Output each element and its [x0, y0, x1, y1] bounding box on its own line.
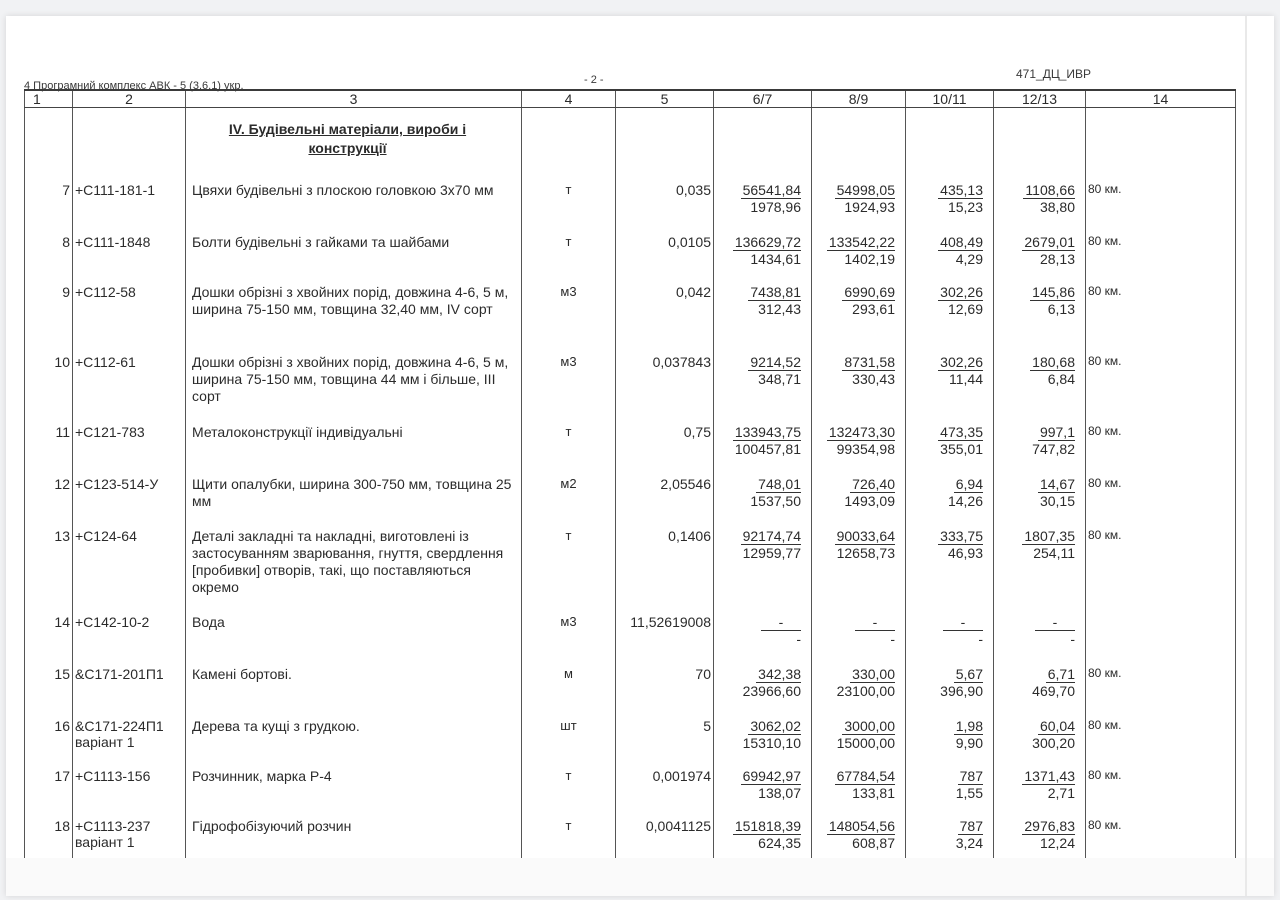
quantity: 0,75 [616, 416, 714, 468]
unit: м3 [522, 276, 616, 346]
value-bottom: 254,11 [1033, 545, 1075, 561]
value-bottom: 100457,81 [734, 441, 801, 457]
price-c1011 [906, 468, 994, 520]
code-text: &С171-201П1 [75, 666, 164, 682]
value-top: 302,26 [940, 284, 983, 300]
value-bottom: 348,71 [758, 371, 801, 387]
transport-distance: 80 км. [1086, 346, 1236, 416]
resource-code [73, 226, 186, 276]
resource-code [73, 658, 186, 710]
price-c67 [714, 226, 812, 276]
value-top: 9214,52 [750, 354, 801, 370]
price-c89 [812, 658, 906, 710]
price-c1213 [994, 760, 1086, 810]
value-bottom: 46,93 [947, 545, 983, 561]
value-bottom: - [890, 631, 895, 647]
quantity: 70 [616, 658, 714, 710]
value-bottom: 1402,19 [844, 251, 895, 267]
price-c89 [812, 606, 906, 658]
value-bottom: 99354,98 [836, 441, 895, 457]
row-number: 10 [25, 346, 73, 416]
page-edge [1245, 16, 1247, 896]
resource-name: Щити опалубки, ширина 300-750 мм, товщина 25 мм [186, 468, 522, 520]
transport-distance: 80 км. [1086, 810, 1236, 860]
price-c1213 [994, 468, 1086, 520]
value-bottom: 1,55 [955, 785, 983, 801]
unit: м3 [522, 346, 616, 416]
value-top: 2679,01 [1024, 234, 1075, 250]
value-top: 180,68 [1032, 354, 1075, 370]
code-text: +С111-1848 [75, 234, 151, 250]
transport-distance: 80 км. [1086, 658, 1236, 710]
value-top: 342,38 [758, 666, 801, 682]
value-top: 333,75 [940, 528, 983, 544]
code-text: +С112-61 [75, 354, 136, 370]
value-top: - [855, 614, 895, 631]
page-bottom-margin [6, 858, 1274, 896]
resource-code [73, 174, 186, 226]
value-bottom: 28,13 [1039, 251, 1075, 267]
row-number: 12 [25, 468, 73, 520]
price-c89 [812, 710, 906, 760]
value-bottom: 1434,61 [750, 251, 801, 267]
transport-distance: 80 км. [1086, 760, 1236, 810]
value-top: 330,00 [852, 666, 895, 682]
value-bottom: 23100,00 [836, 683, 895, 699]
resource-name: Деталі закладні та накладні, виготовлені із застосуванням зварювання, гнуття, свердлення [пробивки] отворів, такі, що поставляються окремо [186, 520, 522, 606]
resource-code [73, 606, 186, 658]
value-top: 1807,35 [1024, 528, 1075, 544]
value-top: 67784,54 [836, 768, 895, 784]
value-bottom: 6,84 [1047, 371, 1075, 387]
value-bottom: 3,24 [955, 835, 983, 851]
value-top: 6,94 [955, 476, 983, 492]
value-top: 14,67 [1039, 476, 1075, 492]
row-number: 18 [25, 810, 73, 860]
table-row [25, 606, 1236, 658]
resource-code [73, 760, 186, 810]
price-c1011 [906, 606, 994, 658]
price-c1011 [906, 658, 994, 710]
value-bottom: 12,69 [947, 301, 983, 317]
code-variant: варіант 1 [75, 734, 135, 750]
value-bottom: 1924,93 [844, 199, 895, 215]
price-c67 [714, 710, 812, 760]
row-number: 9 [25, 276, 73, 346]
col-num-1: 1 [25, 90, 73, 108]
value-bottom: 312,43 [758, 301, 801, 317]
row-number: 17 [25, 760, 73, 810]
transport-distance: 80 км. [1086, 520, 1236, 606]
resource-code [73, 276, 186, 346]
value-bottom: 30,15 [1039, 493, 1075, 509]
unit: т [522, 520, 616, 606]
column-number-row [25, 90, 1236, 108]
value-bottom: 355,01 [940, 441, 983, 457]
code-text: &С171-224П1 [75, 718, 164, 734]
value-bottom: 12959,77 [742, 545, 801, 561]
transport-distance: 80 км. [1086, 468, 1236, 520]
table-row [25, 760, 1236, 810]
table-row [25, 520, 1236, 606]
col-num-10-11: 10/11 [906, 90, 994, 108]
resource-name: Камені бортові. [186, 658, 522, 710]
resource-name: Вода [186, 606, 522, 658]
value-bottom: - [978, 631, 983, 647]
value-top: 151818,39 [734, 818, 801, 834]
value-bottom: 38,80 [1039, 199, 1075, 215]
price-c1011 [906, 346, 994, 416]
value-top: 7438,81 [750, 284, 801, 300]
table-row [25, 710, 1236, 760]
program-header: 4 Програмний комплекс АВК - 5 (3.6.1) укр. [24, 80, 244, 92]
quantity: 2,05546 [616, 468, 714, 520]
price-c67 [714, 658, 812, 710]
price-c67 [714, 174, 812, 226]
value-bottom: 138,07 [758, 785, 801, 801]
price-c89 [812, 226, 906, 276]
resource-name: Дошки обрізні з хвойних порід, довжина 4-6, 5 м, ширина 75-150 мм, товщина 32,40 мм, IV сорт [186, 276, 522, 346]
col-num-12-13: 12/13 [994, 90, 1086, 108]
value-bottom: 1978,96 [750, 199, 801, 215]
resource-name: Болти будівельні з гайками та шайбами [186, 226, 522, 276]
price-c1213 [994, 276, 1086, 346]
value-top: 132473,30 [828, 424, 895, 440]
price-c67 [714, 810, 812, 860]
value-top: 473,35 [940, 424, 983, 440]
price-c1011 [906, 810, 994, 860]
price-c1011 [906, 416, 994, 468]
row-number: 11 [25, 416, 73, 468]
value-bottom: - [796, 631, 801, 647]
unit: шт [522, 710, 616, 760]
value-bottom: 15,23 [947, 199, 983, 215]
quantity: 0,035 [616, 174, 714, 226]
value-bottom: 1537,50 [750, 493, 801, 509]
row-number: 13 [25, 520, 73, 606]
table-row [25, 810, 1236, 860]
code-text: +С124-64 [75, 528, 137, 544]
value-bottom: 133,81 [852, 785, 895, 801]
value-top: 1371,43 [1024, 768, 1075, 784]
value-top: 997,1 [1039, 424, 1075, 440]
table-row [25, 468, 1236, 520]
code-text: +С121-783 [75, 424, 145, 440]
transport-distance [1086, 606, 1236, 658]
value-bottom: 9,90 [955, 735, 983, 751]
quantity: 0,0041125 [616, 810, 714, 860]
resource-name: Металоконструкції індивідуальні [186, 416, 522, 468]
value-top: 69942,97 [742, 768, 801, 784]
price-c1213 [994, 658, 1086, 710]
quantity: 0,001974 [616, 760, 714, 810]
resource-code [73, 468, 186, 520]
table-row [25, 658, 1236, 710]
row-number: 7 [25, 174, 73, 226]
quantity: 0,042 [616, 276, 714, 346]
resource-name: Цвяхи будівельні з плоскою головкою 3х70 мм [186, 174, 522, 226]
code-variant: варіант 1 [75, 834, 135, 850]
value-bottom: 747,82 [1032, 441, 1075, 457]
table-row [25, 276, 1236, 346]
quantity: 0,0105 [616, 226, 714, 276]
price-c1011 [906, 174, 994, 226]
unit: т [522, 760, 616, 810]
value-top: 3062,02 [750, 718, 801, 734]
col-num-14: 14 [1086, 90, 1236, 108]
value-top: - [943, 614, 983, 631]
transport-distance: 80 км. [1086, 174, 1236, 226]
table-row [25, 174, 1236, 226]
col-num-4: 4 [522, 90, 616, 108]
transport-distance: 80 км. [1086, 416, 1236, 468]
value-bottom: 12,24 [1039, 835, 1075, 851]
transport-distance: 80 км. [1086, 710, 1236, 760]
price-c67 [714, 276, 812, 346]
unit: м [522, 658, 616, 710]
col-num-6-7: 6/7 [714, 90, 812, 108]
value-top: 136629,72 [734, 234, 801, 250]
scanned-page [6, 16, 1274, 896]
value-bottom: 2,71 [1047, 785, 1075, 801]
value-top: - [1035, 614, 1075, 631]
transport-distance: 80 км. [1086, 276, 1236, 346]
value-bottom: 1493,09 [844, 493, 895, 509]
value-top: 787 [959, 768, 983, 784]
value-top: 54998,05 [836, 182, 895, 198]
code-text: +С1113-156 [75, 768, 151, 784]
value-top: 3000,00 [844, 718, 895, 734]
col-num-8-9: 8/9 [812, 90, 906, 108]
table-row [25, 226, 1236, 276]
price-c67 [714, 520, 812, 606]
price-c89 [812, 760, 906, 810]
value-bottom: 14,26 [947, 493, 983, 509]
value-top: 408,49 [940, 234, 983, 250]
value-top: 748,01 [758, 476, 801, 492]
price-c89 [812, 276, 906, 346]
price-c1213 [994, 710, 1086, 760]
price-c89 [812, 810, 906, 860]
price-c1011 [906, 276, 994, 346]
unit: т [522, 226, 616, 276]
value-bottom: 396,90 [940, 683, 983, 699]
unit: м3 [522, 606, 616, 658]
resource-name: Гідрофобізуючий розчин [186, 810, 522, 860]
section-title: IV. Будівельні матеріали, вироби і конструкції [228, 121, 467, 156]
value-top: 133542,22 [828, 234, 895, 250]
value-top: 1,98 [955, 718, 983, 734]
value-top: 435,13 [940, 182, 983, 198]
price-c67 [714, 468, 812, 520]
unit: м2 [522, 468, 616, 520]
unit: т [522, 810, 616, 860]
value-top: 8731,58 [844, 354, 895, 370]
price-c1213 [994, 810, 1086, 860]
price-c89 [812, 468, 906, 520]
price-c1213 [994, 226, 1086, 276]
value-bottom: 300,20 [1032, 735, 1075, 751]
price-c67 [714, 346, 812, 416]
code-text: +С111-181-1 [75, 182, 156, 198]
quantity: 5 [616, 710, 714, 760]
value-top: 1108,66 [1025, 182, 1075, 198]
section-row [25, 108, 1236, 175]
price-c1213 [994, 606, 1086, 658]
value-top: 133943,75 [734, 424, 801, 440]
value-bottom: 6,13 [1047, 301, 1075, 317]
quantity: 0,1406 [616, 520, 714, 606]
row-number: 14 [25, 606, 73, 658]
price-c1011 [906, 760, 994, 810]
price-c1213 [994, 346, 1086, 416]
table-row [25, 416, 1236, 468]
page-number: - 2 - [584, 74, 604, 86]
value-top: 56541,84 [742, 182, 801, 198]
col-num-3: 3 [186, 90, 522, 108]
code-text: +С142-10-2 [75, 614, 150, 630]
resource-name: Дерева та кущі з грудкою. [186, 710, 522, 760]
price-c89 [812, 174, 906, 226]
price-c1011 [906, 226, 994, 276]
value-bottom: - [1070, 631, 1075, 647]
value-bottom: 469,70 [1032, 683, 1075, 699]
value-bottom: 12658,73 [836, 545, 895, 561]
value-bottom: 608,87 [852, 835, 895, 851]
resource-name: Розчинник, марка Р-4 [186, 760, 522, 810]
value-top: 2976,83 [1024, 818, 1075, 834]
value-top: 60,04 [1039, 718, 1075, 734]
value-bottom: 23966,60 [742, 683, 801, 699]
resource-code [73, 346, 186, 416]
value-top: 302,26 [940, 354, 983, 370]
value-top: 5,67 [955, 666, 983, 682]
quantity: 11,52619008 [616, 606, 714, 658]
table-row [25, 346, 1236, 416]
code-text: +С1113-237 [75, 818, 151, 834]
value-top: 90033,64 [836, 528, 895, 544]
code-text: +С112-58 [75, 284, 136, 300]
price-c89 [812, 416, 906, 468]
row-number: 16 [25, 710, 73, 760]
value-top: 6990,69 [844, 284, 895, 300]
value-top: 92174,74 [742, 528, 801, 544]
value-top: 787 [959, 818, 983, 834]
row-number: 8 [25, 226, 73, 276]
unit: т [522, 416, 616, 468]
transport-distance: 80 км. [1086, 226, 1236, 276]
resource-name: Дошки обрізні з хвойних порід, довжина 4-6, 5 м, ширина 75-150 мм, товщина 44 мм і більше, III сорт [186, 346, 522, 416]
resource-code [73, 710, 186, 760]
value-bottom: 293,61 [852, 301, 895, 317]
code-text: +С123-514-У [75, 476, 159, 492]
price-c1011 [906, 710, 994, 760]
value-bottom: 11,44 [949, 371, 983, 387]
price-c67 [714, 416, 812, 468]
resource-code [73, 810, 186, 860]
resource-code [73, 520, 186, 606]
value-bottom: 15310,10 [742, 735, 801, 751]
value-top: 726,40 [852, 476, 895, 492]
price-c1011 [906, 520, 994, 606]
value-top: 6,71 [1047, 666, 1075, 682]
quantity: 0,037843 [616, 346, 714, 416]
price-c67 [714, 606, 812, 658]
value-bottom: 15000,00 [836, 735, 895, 751]
row-number: 15 [25, 658, 73, 710]
col-num-5: 5 [616, 90, 714, 108]
price-c67 [714, 760, 812, 810]
price-c1213 [994, 416, 1086, 468]
document-id: 471_ДЦ_ИВР [1016, 67, 1092, 81]
value-bottom: 624,35 [758, 835, 801, 851]
price-c1213 [994, 174, 1086, 226]
price-c1213 [994, 520, 1086, 606]
value-bottom: 4,29 [955, 251, 983, 267]
col-num-2: 2 [73, 90, 186, 108]
value-top: 145,86 [1032, 284, 1075, 300]
estimate-table [24, 89, 1236, 860]
price-c89 [812, 346, 906, 416]
resource-code [73, 416, 186, 468]
value-top: 148054,56 [828, 818, 895, 834]
value-bottom: 330,43 [852, 371, 895, 387]
unit: т [522, 174, 616, 226]
price-c89 [812, 520, 906, 606]
value-top: - [761, 614, 801, 631]
